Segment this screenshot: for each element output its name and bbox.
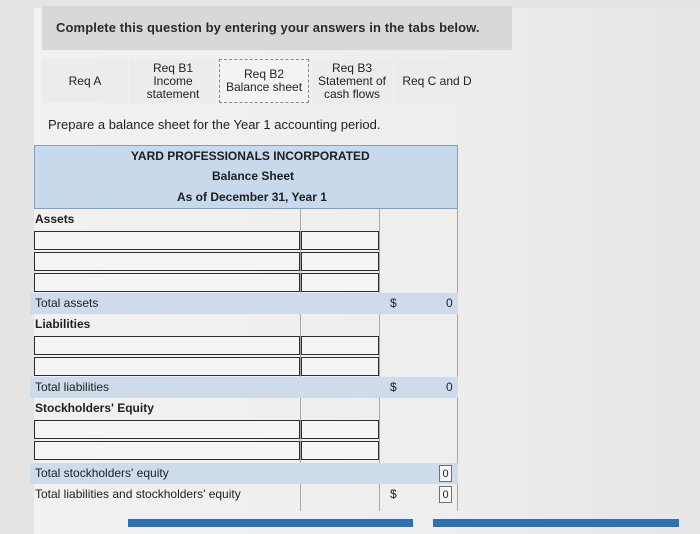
total-liab-equity-dollar: $: [390, 487, 397, 501]
liability-amount-input[interactable]: [301, 336, 379, 355]
total-liabilities-row: [30, 377, 458, 398]
liability-name-input[interactable]: [34, 336, 300, 355]
equity-label: Stockholders' Equity: [35, 401, 154, 415]
total-equity-row: [30, 463, 458, 484]
asset-name-input[interactable]: [34, 252, 300, 271]
total-equity-value: 0: [439, 465, 452, 482]
asset-name-input[interactable]: [34, 273, 300, 292]
liability-name-input[interactable]: [34, 357, 300, 376]
total-liabilities-dollar: $: [390, 380, 397, 394]
asset-amount-input[interactable]: [301, 252, 379, 271]
total-assets-dollar: $: [390, 296, 397, 310]
asset-amount-input[interactable]: [301, 231, 379, 250]
company-name: YARD PROFESSIONALS INCORPORATED: [131, 149, 370, 163]
equity-header-row: [30, 398, 458, 419]
bottom-nav-bar: [128, 519, 413, 527]
tab-req-b1-label: Req B1 Income statement: [146, 60, 200, 101]
bottom-nav-bar: [433, 519, 679, 527]
liability-amount-input[interactable]: [301, 357, 379, 376]
liability-input-row: [30, 356, 458, 377]
total-liab-equity-row: [30, 484, 458, 505]
statement-name: Balance Sheet: [212, 169, 295, 183]
statement-date: As of December 31, Year 1: [177, 190, 327, 204]
total-liabilities-label: Total liabilities: [35, 380, 110, 394]
tab-req-b2[interactable]: [219, 59, 309, 103]
total-assets-row: [30, 293, 458, 314]
total-equity-label: Total stockholders' equity: [35, 466, 169, 480]
equity-name-input[interactable]: [34, 441, 300, 460]
total-liab-equity-value: 0: [439, 486, 452, 503]
asset-amount-input[interactable]: [301, 273, 379, 292]
asset-name-input[interactable]: [34, 231, 300, 250]
assets-label: Assets: [35, 212, 75, 226]
sheet-header: [34, 145, 458, 209]
total-liabilities-value: 0: [446, 380, 453, 394]
tab-req-b2-label: Req B2 Balance sheet: [225, 67, 303, 94]
equity-amount-input[interactable]: [301, 441, 379, 460]
asset-input-row: [30, 272, 458, 293]
total-assets-value: 0: [446, 296, 453, 310]
tab-req-c-and-d-label: Req C and D: [402, 73, 472, 88]
equity-input-row: [30, 419, 458, 440]
asset-input-row: [30, 230, 458, 251]
assets-header-row: [30, 209, 458, 230]
equity-name-input[interactable]: [34, 420, 300, 439]
prompt-text: Prepare a balance sheet for the Year 1 accounting period.: [48, 117, 381, 132]
tab-req-a-label: Req A: [68, 73, 102, 88]
liabilities-label: Liabilities: [35, 317, 91, 331]
total-liab-equity-label: Total liabilities and stockholders' equity: [35, 487, 241, 501]
balance-sheet: [30, 145, 458, 511]
asset-input-row: [30, 251, 458, 272]
instruction-text: Complete this question by entering your answers in the tabs below.: [56, 20, 480, 35]
equity-input-row: [30, 440, 458, 461]
tab-req-b3[interactable]: [312, 59, 392, 103]
equity-amount-input[interactable]: [301, 420, 379, 439]
liability-input-row: [30, 335, 458, 356]
tab-req-b1[interactable]: [130, 59, 216, 103]
liabilities-header-row: [30, 314, 458, 335]
total-assets-label: Total assets: [35, 296, 99, 310]
tab-req-c-and-d[interactable]: [394, 59, 480, 103]
tab-req-a[interactable]: [42, 59, 128, 103]
tab-req-b3-label: Req B3 Statement of cash flows: [317, 60, 387, 101]
